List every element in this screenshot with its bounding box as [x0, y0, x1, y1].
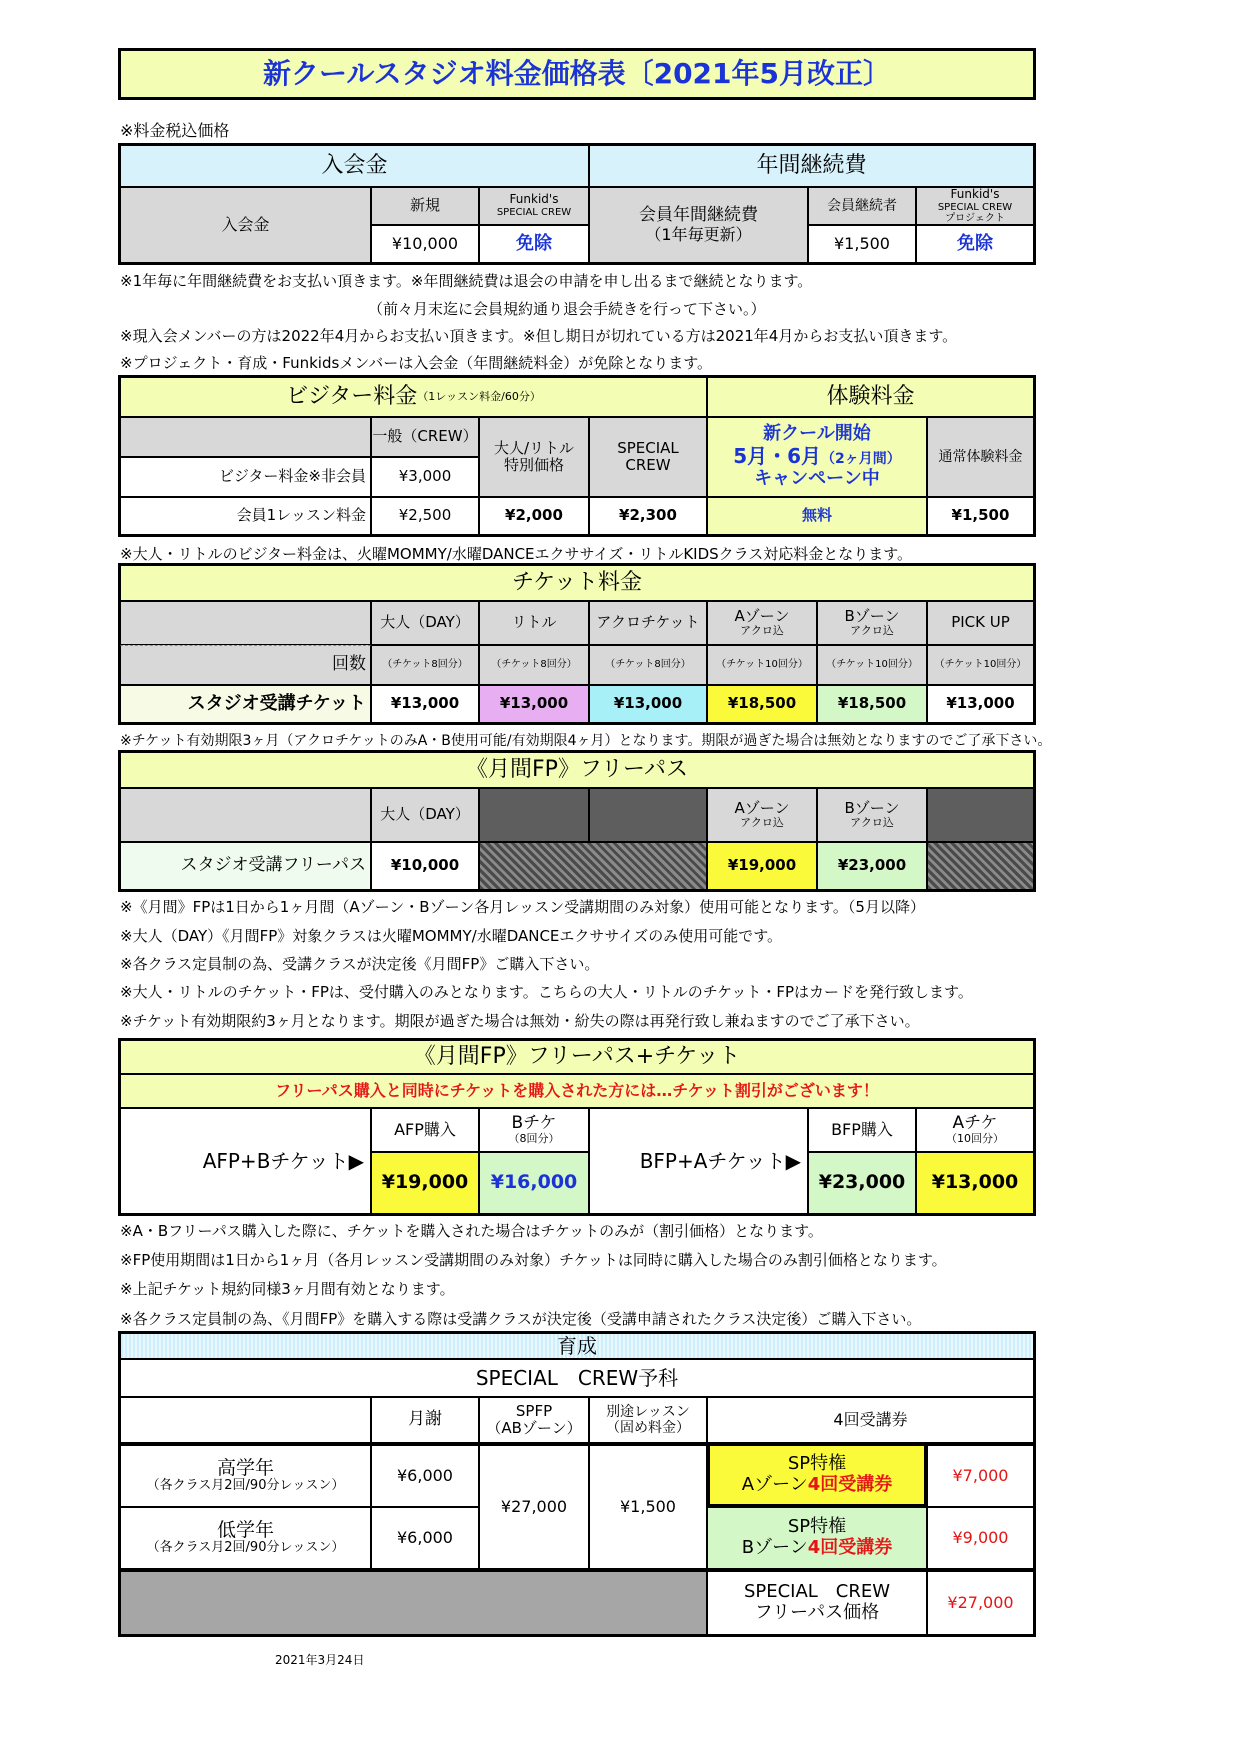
campaign-months: 5月・6月: [733, 444, 822, 469]
visitor-title-sub: （1レッスン料金/60分）: [417, 389, 541, 403]
note: （前々月末迄に会員規約通り退会手続きを行って下さい。）: [368, 300, 766, 318]
ticket-col-name: リトル: [479, 601, 589, 645]
note: ※1年毎に年間継続費をお支払い頂きます。※年間継続費は退会の申請を申し出るまで継続となります。: [120, 272, 813, 290]
page-title: 新クールスタジオ料金価格表〔2021年5月改正〕: [118, 48, 1036, 100]
col-spfp-line1: SPFP: [515, 1401, 553, 1420]
note: ※各クラス定員制の為、《月間FP》を購入する際は受講クラスが決定後（受講申請されたクラス決定後）ご購入下さい。: [120, 1310, 922, 1328]
member-price: ¥1,500: [808, 225, 916, 263]
visitor-row2-adult: ¥2,000: [479, 497, 589, 535]
freepass-hatched-cell: [927, 842, 1034, 890]
campaign-cell: [707, 417, 927, 497]
freepass-col-b: [817, 788, 927, 842]
note: ※《月間》FPは1日から1ヶ月間（Aゾーン・Bゾーン各月レッスン受講期間のみ対象）使用可能となります。（5月以降）: [120, 898, 925, 916]
crew-fp-line1: SPECIAL CREW: [743, 1581, 891, 1603]
visitor-note: ※大人・リトルのビジター料金は、火曜MOMMY/水曜DANCEエクササイズ・リトルKIDSクラス対応料金となります。: [120, 545, 913, 563]
note: ※FP使用期間は1日から1ヶ月（各月レッスン受講期間のみ対象）チケットは同時に購入した場合のみ割引価格となります。: [120, 1251, 947, 1269]
note: ※各クラス定員制の為、受講クラスが決定後《月間FP》ご購入下さい。: [120, 955, 600, 973]
ticket-col-name: [817, 601, 927, 645]
ticket-col-price: ¥18,500: [817, 685, 927, 723]
funkids-price: 免除: [479, 225, 589, 263]
col-member: 会員継続者: [808, 187, 916, 225]
sp-a-line2: [742, 1475, 893, 1496]
upper-grade-sub: （各クラス月2回/90分レッスン）: [146, 1478, 345, 1494]
col-extra: [589, 1397, 707, 1443]
col-special-line2: CREW: [625, 456, 671, 474]
note: ※現入会メンバーの方は2022年4月からお支払い頂きます。※但し期日が切れている方は2021年4月からお支払い頂きます。: [120, 327, 958, 345]
ticket-col-name-sub: アクロ込: [850, 624, 894, 638]
col-funkids-line2: SPECIAL CREW: [496, 207, 572, 219]
freepass-row-label: スタジオ受講フリーパス: [120, 842, 371, 890]
annual-fee-header: 年間継続費: [589, 145, 1034, 187]
freepass-col-a-sub: アクロ込: [740, 816, 784, 830]
spfp-price: ¥27,000: [479, 1443, 589, 1569]
ticket-blank-cell: [120, 601, 371, 645]
ticket-col-count: （チケット10回分）: [707, 645, 817, 685]
col-funkids2-line3: プロジェクト: [945, 213, 1005, 225]
new-price: ¥10,000: [371, 225, 479, 263]
combo-subtitle: フリーパス購入と同時にチケットを購入された方には…チケット割引がございます！: [120, 1074, 1034, 1108]
ticket-col-price: ¥18,500: [707, 685, 817, 723]
campaign-line3: キャンペーン中: [754, 467, 880, 489]
visitor-title: ビジター料金: [286, 384, 418, 410]
training-header: 育成: [120, 1333, 1034, 1359]
crew-fp-line2: フリーパス価格: [754, 1602, 880, 1623]
col-general: 一般（CREW）: [371, 417, 479, 457]
col-funkids2-line1: Funkid's: [950, 187, 1000, 201]
col-spfp-line2: （ABゾーン）: [486, 1419, 582, 1437]
sp-a-ticket: [707, 1443, 927, 1507]
funkids2-price: 免除: [916, 225, 1034, 263]
col-special-crew: [589, 417, 707, 497]
ticket-col-name: 大人（DAY）: [371, 601, 479, 645]
col-funkids2-line2: SPECIAL CREW: [937, 201, 1013, 213]
note: ※プロジェクト・育成・Funkidsメンバーは入会金（年間継続料金）が免除となります。: [120, 354, 713, 372]
aticket-header-sub: （10回分）: [946, 1132, 1004, 1146]
sp-a-price: ¥7,000: [927, 1443, 1034, 1507]
note: ※チケット有効期限約3ヶ月となります。期限が過ぎた場合は無効・紛失の際は再発行致し兼ねますのでご了承下さい。: [120, 1012, 920, 1030]
afp-price: ¥19,000: [371, 1152, 479, 1214]
combo-header: 《月間FP》フリーパス+チケット: [120, 1040, 1034, 1074]
crew-fp-label: [707, 1569, 927, 1635]
sp-b-ticket: [707, 1507, 927, 1569]
annual-label-line2: （1年毎更新）: [645, 224, 752, 244]
combo-right-label: BFP+Aチケット▶: [589, 1108, 808, 1214]
ticket-col-name: PICK UP: [927, 601, 1034, 645]
bfp-header: BFP購入: [808, 1108, 916, 1152]
freepass-col-adult: 大人（DAY）: [371, 788, 479, 842]
bticket-header: [479, 1108, 589, 1152]
ticket-col-name: [707, 601, 817, 645]
combo-left-label: AFP+Bチケット▶: [120, 1108, 371, 1214]
sp-b-zone: Bゾーン: [741, 1537, 808, 1558]
col-funkids2: [916, 187, 1034, 225]
tax-note: ※料金税込価格: [120, 121, 230, 140]
freepass-col-b-main: Bゾーン: [844, 799, 900, 818]
col-extra-line2: （固め料金）: [606, 1420, 690, 1436]
campaign-line1: 新クール開始: [763, 423, 871, 445]
col-spfp: [479, 1397, 589, 1443]
upper-grade-label: [120, 1443, 371, 1507]
bticket-header-main: Bチケ: [511, 1112, 557, 1133]
ticket-col-name-main: Aゾーン: [734, 607, 790, 626]
crew-blank-cell: [120, 1569, 707, 1635]
ticket-col-count: （チケット8回分）: [479, 645, 589, 685]
trial-header: 体験料金: [707, 377, 1034, 417]
freepass-b-price: ¥23,000: [817, 842, 927, 890]
visitor-header: [120, 377, 707, 417]
enrollment-header: 入会金: [120, 145, 589, 187]
freepass-col-a: [707, 788, 817, 842]
visitor-row2-campaign: 無料: [707, 497, 927, 535]
aticket-price: ¥13,000: [916, 1152, 1034, 1214]
training-blank-cell: [120, 1397, 371, 1443]
training-subtitle: SPECIAL CREW予科: [120, 1359, 1034, 1397]
visitor-row2-general: ¥2,500: [371, 497, 479, 535]
sp-b-four: 4回受講券: [807, 1537, 893, 1558]
freepass-hatched-cell: [479, 842, 707, 890]
bticket-price: ¥16,000: [479, 1152, 589, 1214]
note: ※A・Bフリーパス購入した際に、チケットを購入された場合はチケットのみが（割引価格）となります。: [120, 1222, 823, 1240]
sp-a-line1: SP特権: [787, 1453, 847, 1475]
afp-header: AFP購入: [371, 1108, 479, 1152]
note: ※大人（DAY）《月間FP》対象クラスは火曜MOMMY/水曜DANCEエクササイズのみ使用可能です。: [120, 927, 783, 945]
annual-label: [589, 187, 808, 263]
visitor-blank-cell: [120, 417, 371, 457]
ticket-col-name: アクロチケット: [589, 601, 707, 645]
ticket-col-price: ¥13,000: [371, 685, 479, 723]
col-funkids-line1: Funkid's: [509, 192, 559, 207]
ticket-note: ※チケット有効期限3ヶ月（アクロチケットのみA・B使用可能/有効期限4ヶ月）となります。期限が過ぎた場合は無効となりますのでご了承下さい。: [120, 733, 1052, 749]
lower-grade-sub: （各クラス月2回/90分レッスン）: [146, 1540, 345, 1556]
ticket-col-name-main: Bゾーン: [844, 607, 900, 626]
campaign-line2: [733, 445, 901, 469]
lower-grade-label: [120, 1507, 371, 1569]
ticket-header: チケット料金: [120, 565, 1034, 601]
col-extra-line1: 別途レッスン: [606, 1403, 690, 1420]
ticket-col-price: ¥13,000: [589, 685, 707, 723]
col-monthly: 月謝: [371, 1397, 479, 1443]
campaign-duration: （2ヶ月間）: [821, 451, 901, 468]
freepass-col-b-sub: アクロ込: [850, 816, 894, 830]
col-special-line1: SPECIAL: [617, 438, 679, 457]
crew-fp-price: ¥27,000: [927, 1569, 1034, 1635]
document-date: 2021年3月24日: [275, 1653, 365, 1667]
enrollment-row-label: 入会金: [120, 187, 371, 263]
ticket-col-count: （チケット8回分）: [371, 645, 479, 685]
upper-monthly: ¥6,000: [371, 1443, 479, 1507]
freepass-header: 《月間FP》フリーパス: [120, 752, 1034, 788]
note: ※上記チケット規約同様3ヶ月間有効となります。: [120, 1280, 455, 1298]
visitor-row2-normal: ¥1,500: [927, 497, 1034, 535]
visitor-row2-special: ¥2,300: [589, 497, 707, 535]
freepass-col-empty: [479, 788, 589, 842]
annual-label-line1: 会員年間継続費: [639, 205, 758, 226]
bticket-header-sub: （8回分）: [508, 1132, 560, 1146]
aticket-header-main: Aチケ: [952, 1112, 998, 1133]
sp-a-four: 4回受講券: [807, 1474, 893, 1495]
freepass-col-empty: [927, 788, 1034, 842]
freepass-col-a-main: Aゾーン: [734, 799, 790, 818]
sp-b-line2: [742, 1538, 893, 1559]
sp-a-zone: Aゾーン: [741, 1474, 808, 1495]
freepass-adult-price: ¥10,000: [371, 842, 479, 890]
freepass-col-empty: [589, 788, 707, 842]
sp-b-price: ¥9,000: [927, 1507, 1034, 1569]
ticket-row-label: スタジオ受講チケット: [120, 685, 371, 723]
ticket-col-count: （チケット8回分）: [589, 645, 707, 685]
visitor-row1-label: ビジター料金※非会員: [120, 457, 371, 497]
ticket-col-count: （チケット10回分）: [927, 645, 1034, 685]
col-adult-line2: 特別価格: [503, 456, 564, 474]
sp-b-line1: SP特権: [787, 1516, 847, 1538]
ticket-count-label: 回数: [120, 645, 371, 685]
ticket-col-name-sub: アクロ込: [740, 624, 784, 638]
aticket-header: [916, 1108, 1034, 1152]
ticket-col-price: ¥13,000: [927, 685, 1034, 723]
bfp-price: ¥23,000: [808, 1152, 916, 1214]
ticket-col-count: （チケット10回分）: [817, 645, 927, 685]
lower-grade-main: 低学年: [216, 1518, 274, 1541]
extra-price: ¥1,500: [589, 1443, 707, 1569]
lower-monthly: ¥6,000: [371, 1507, 479, 1569]
ticket-col-price: ¥13,000: [479, 685, 589, 723]
col-adult-little: [479, 417, 589, 497]
col-new: 新規: [371, 187, 479, 225]
col-adult-line1: 大人/リトル: [493, 438, 575, 457]
freepass-a-price: ¥19,000: [707, 842, 817, 890]
col-normal-trial: 通常体験料金: [927, 417, 1034, 497]
freepass-blank-cell: [120, 788, 371, 842]
col-funkids: [479, 187, 589, 225]
visitor-row2-label: 会員1レッスン料金: [120, 497, 371, 535]
visitor-row1-general: ¥3,000: [371, 457, 479, 497]
col-four-tickets: 4回受講券: [707, 1397, 1034, 1443]
note: ※大人・リトルのチケット・FPは、受付購入のみとなります。こちらの大人・リトルのチケット・FPはカードを発行致します。: [120, 983, 973, 1001]
upper-grade-main: 高学年: [216, 1456, 274, 1479]
